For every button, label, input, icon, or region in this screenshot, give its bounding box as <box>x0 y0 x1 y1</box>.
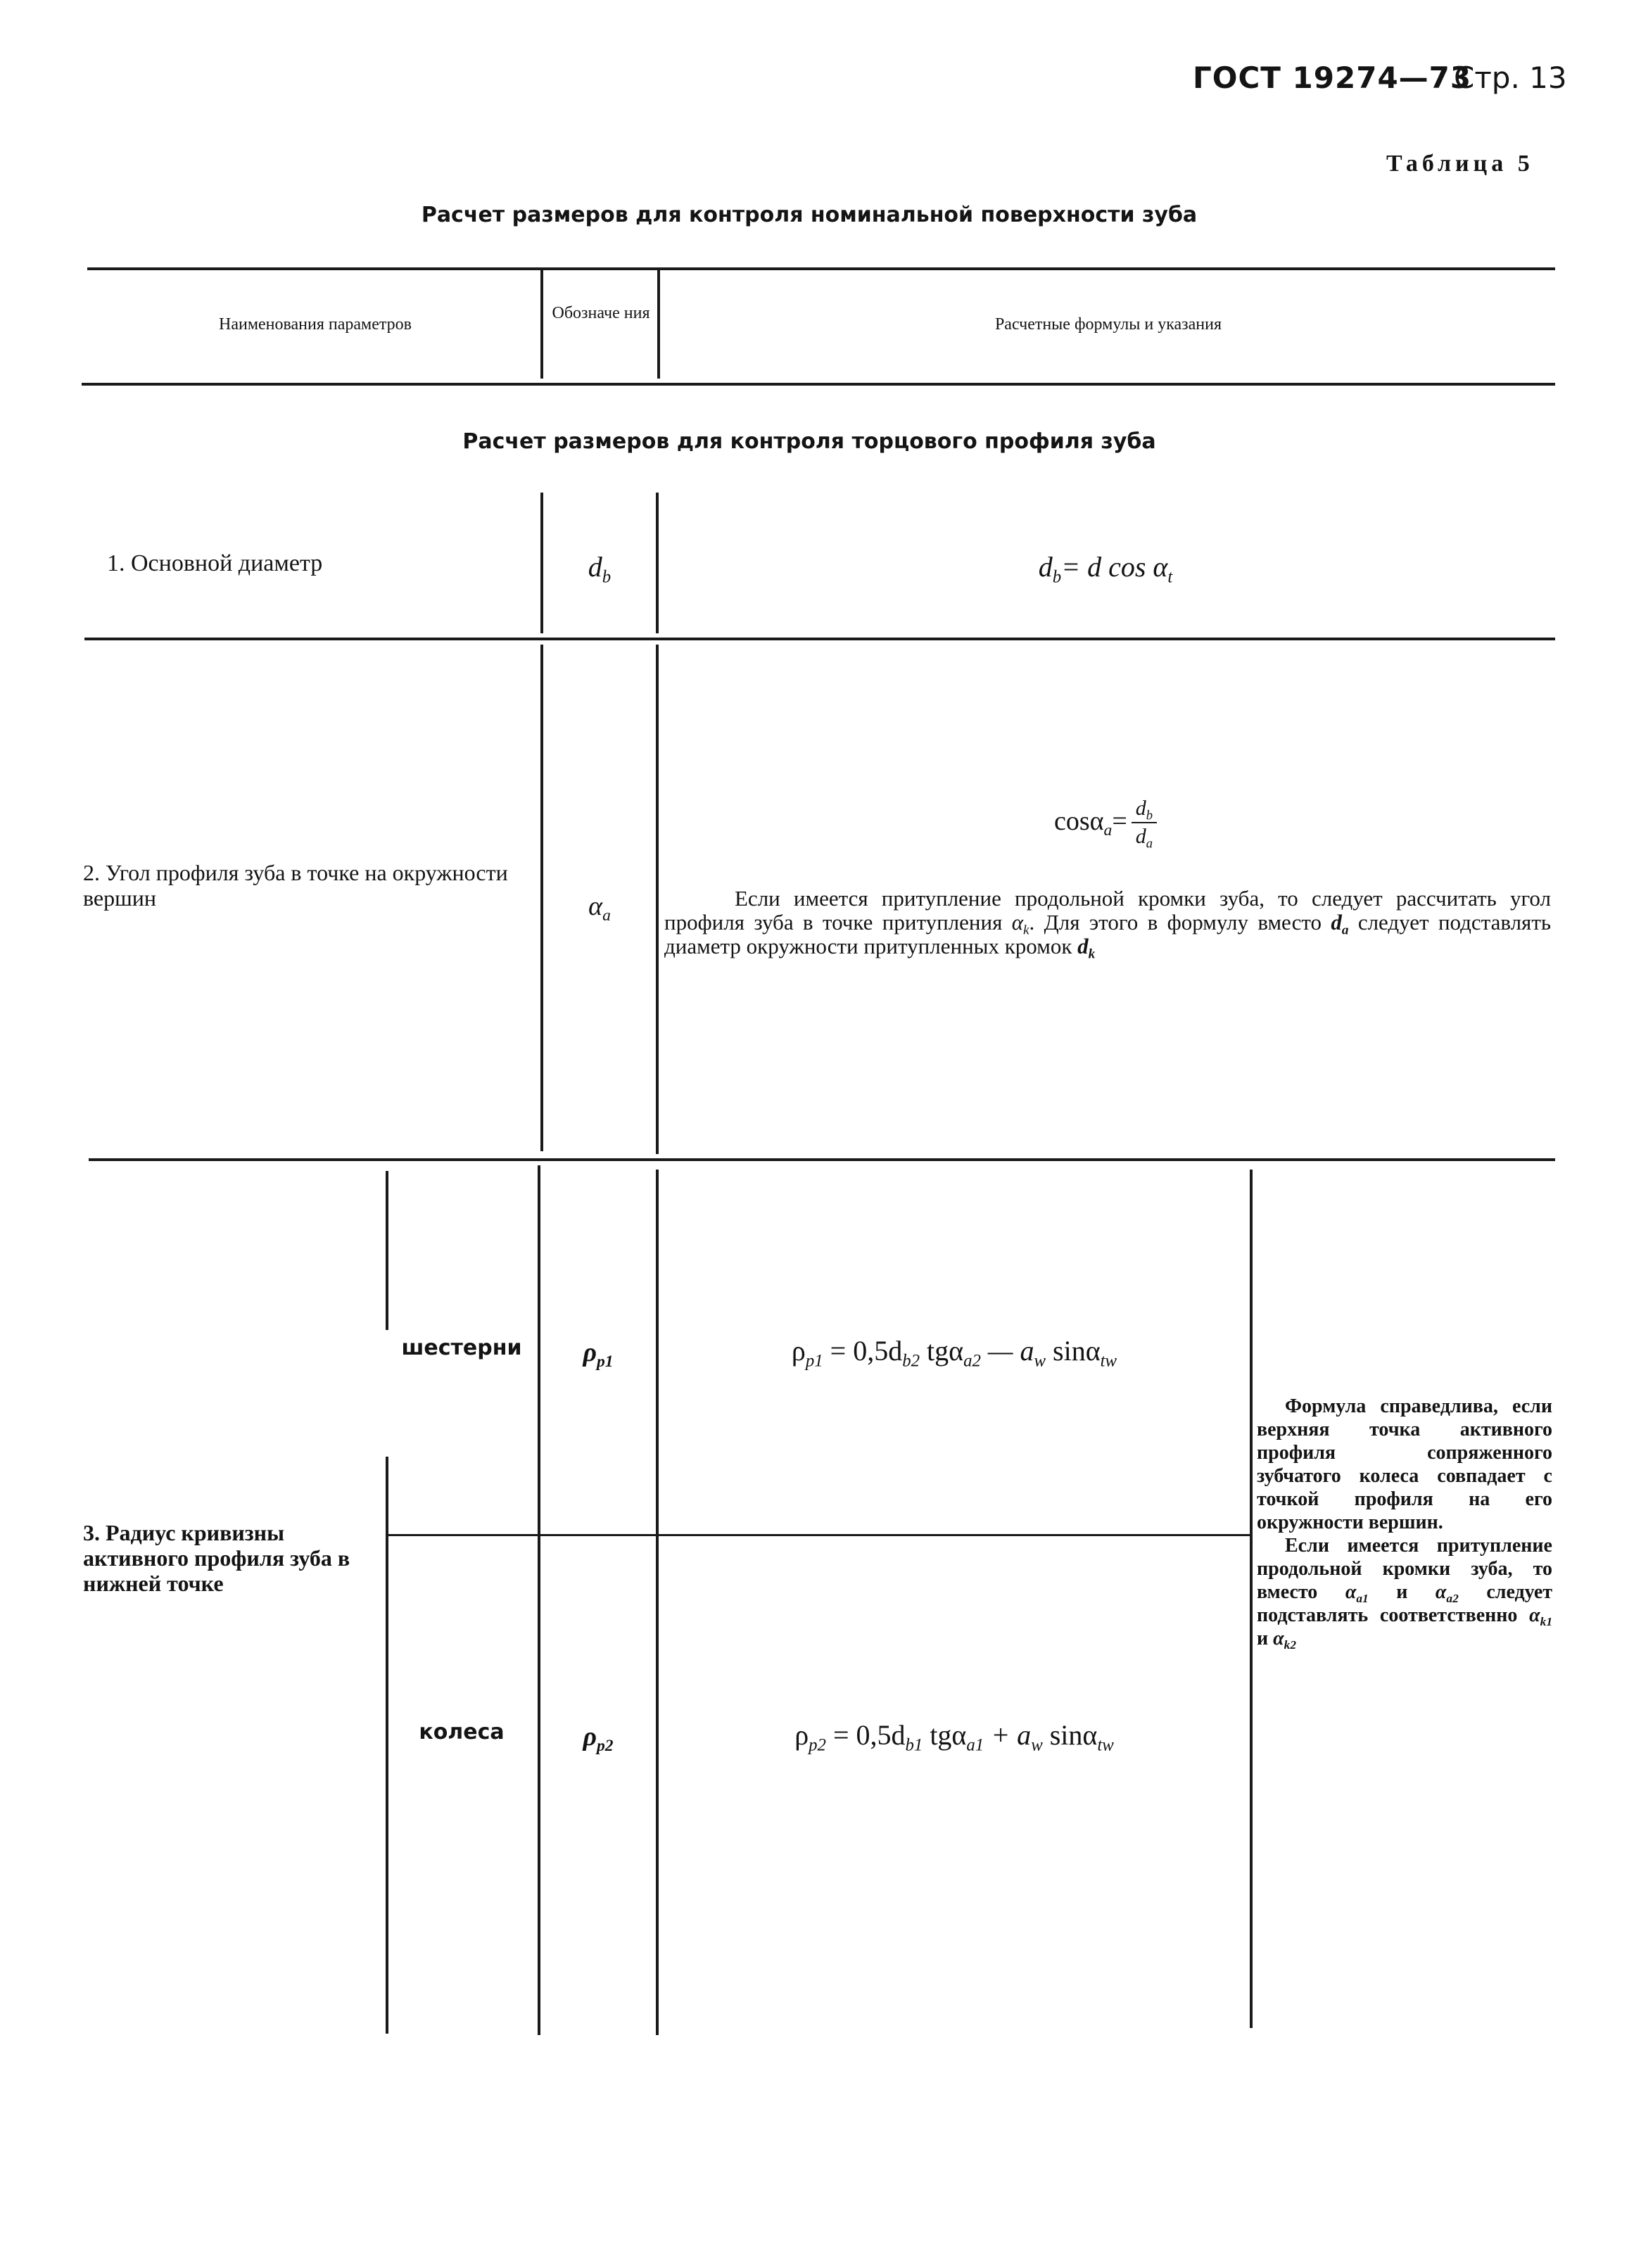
row3-gear1-formula: $\rho_{p1} = 0,5d_{b2}$ tgα$_{a2}$ — $a_w$ sinα$_{tw}$ <box>791 1335 1117 1371</box>
row3-note <box>1257 1395 1552 1650</box>
page-number: Стр. 13 <box>1454 61 1567 95</box>
col-header-formula: Расчетные формулы и указания <box>994 315 1222 334</box>
row3-divider-name-lower <box>386 1457 388 2034</box>
row2-symbol: $\alpha_a$ <box>588 892 611 925</box>
row3-name: 3. Радиус кривизны активного профиля зуба в нижней точке <box>83 1520 350 1596</box>
row3-gear1-symbol: $\rho_{p1}$ <box>583 1338 614 1371</box>
header-bottom-rule <box>82 383 1555 386</box>
row2-divider-2 <box>656 645 659 1154</box>
row1-bottom-rule <box>84 638 1555 640</box>
row3-divider-3 <box>1250 1170 1253 2028</box>
row2-fraction: $\frac{d_b}{d_a}$ <box>1132 797 1157 849</box>
row3-gear2-label: колеса <box>419 1720 505 1744</box>
header-divider-2 <box>657 270 660 379</box>
row3-gear2-symbol: $\rho_{p2}$ <box>583 1722 614 1756</box>
standard-number: ГОСТ 19274—73 <box>1193 61 1472 95</box>
row1-symbol: $d_b$ <box>588 551 612 587</box>
col-header-symbol: Обозначе ния <box>552 304 650 322</box>
table-title: Расчет размеров для контроля номинальной поверхности зуба <box>421 203 1198 227</box>
row3-note-2: Если имеется притупление продольной кромки зуба, то вместо $\alpha_{a1}$ и $\alpha_{a2}$ следует подставлять соответственно $\alpha_{k1}$ и $\alpha_{k2}$ <box>1257 1535 1552 1652</box>
row2-note: Если имеется притупление продольной кромки зуба, то следует рассчитать угол профиля зуба в точке притупления $\alpha_k$. Для этого в формулу вместо $d_a$ следует подставлять диаметр окружности притупленных кромок $d_k$ <box>664 886 1551 962</box>
row3-gear2-formula: $\rho_{p2} = 0,5d_{b1}$ $tg\alpha_{a1} + a_w$ sinα$_{tw}$ <box>794 1719 1114 1755</box>
section-title: Расчет размеров для контроля торцового профиля зуба <box>462 429 1156 454</box>
row3-divider-name <box>386 1171 388 1330</box>
row2-bottom-rule <box>89 1158 1555 1161</box>
row2-formula: cosα$_a$= $\frac{d_b}{d_a}$ <box>659 797 1552 849</box>
row1-name: 1. Основной диаметр <box>107 550 323 576</box>
row3-note-1: Формула справедлива, если верхняя точка активного профиля сопряженного зубчатого колеса совпадает с точкой профиля на его окружности вершин. <box>1257 1395 1552 1533</box>
row2-name: 2. Угол профиля зуба в точке на окружности вершин <box>83 860 508 911</box>
row3-mid-rule <box>388 1534 1250 1536</box>
row1-formula: $d_b= d$ $\cos \alpha_t$ <box>1038 551 1173 587</box>
table-label: Таблица 5 <box>1386 151 1534 177</box>
row3-gear1-label: шестерни <box>401 1336 522 1360</box>
table-top-rule <box>87 267 1555 270</box>
row3-divider-1 <box>538 1165 540 2035</box>
header-divider-1 <box>540 270 543 379</box>
row3-divider-2 <box>656 1170 659 2035</box>
col-header-name: Наименования параметров <box>218 315 412 334</box>
